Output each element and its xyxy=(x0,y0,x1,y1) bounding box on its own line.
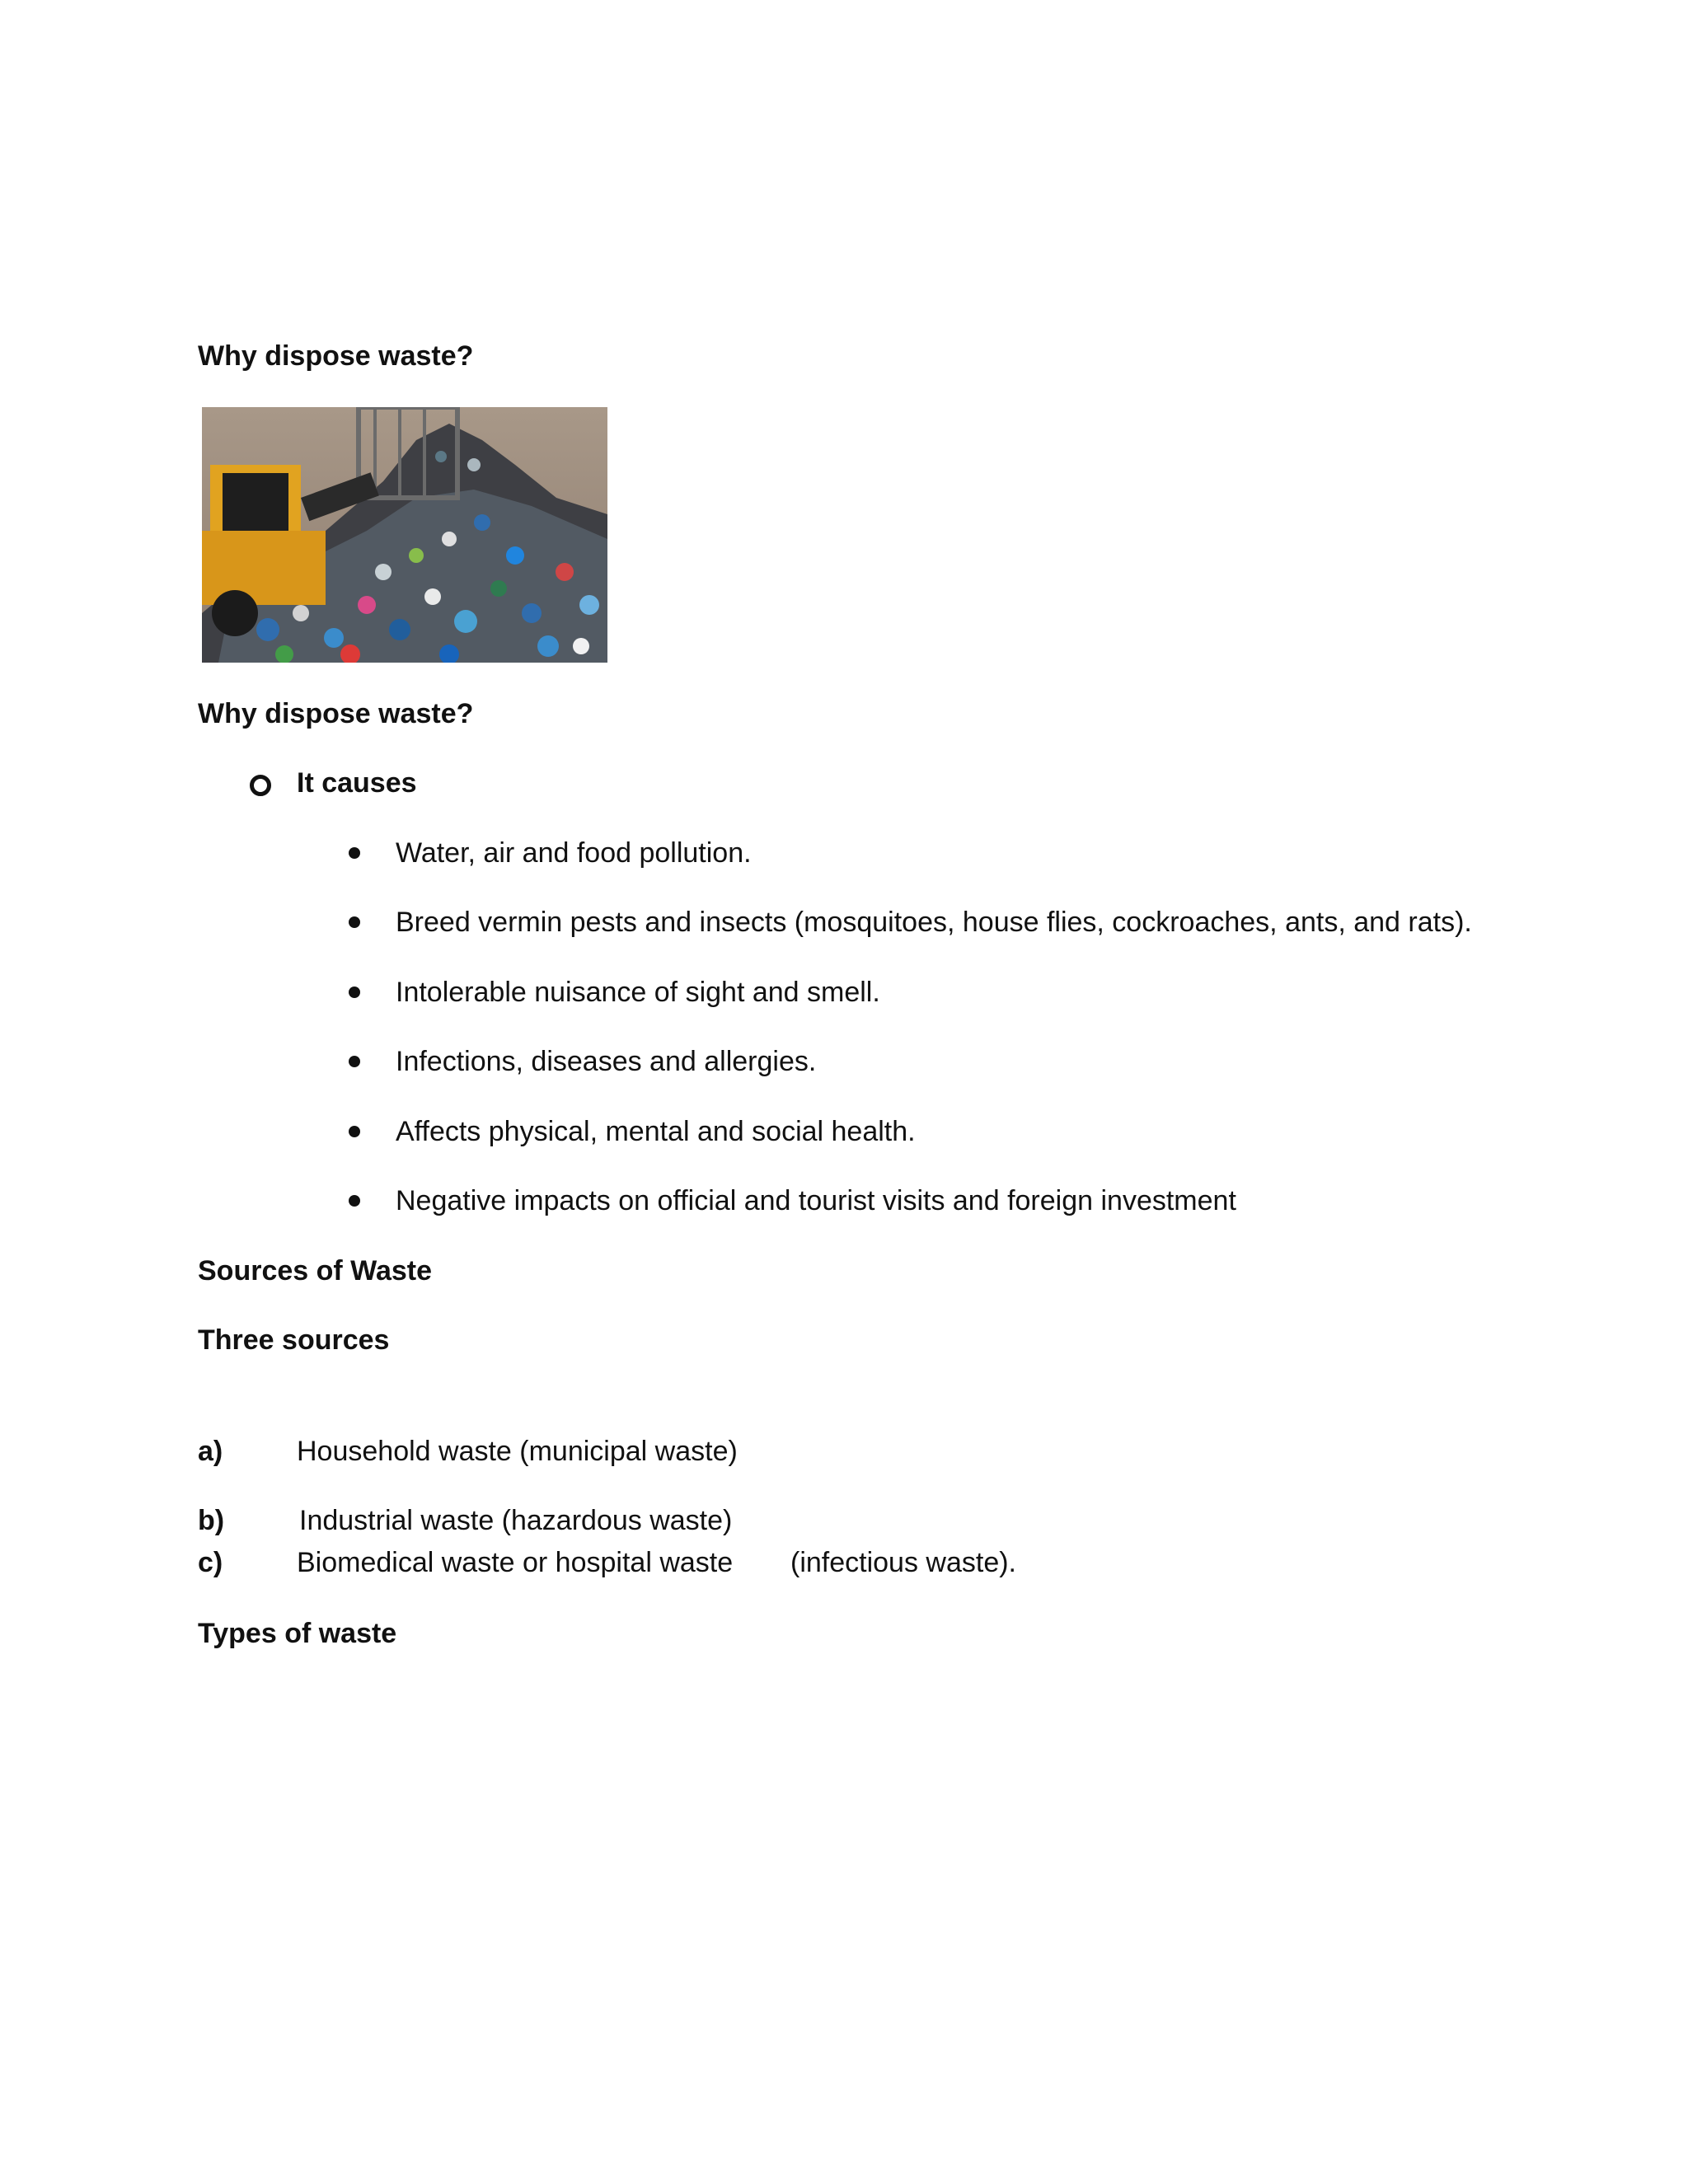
source-item-household: Household waste (municipal waste) xyxy=(297,1436,738,1467)
bullet-icon xyxy=(349,1056,360,1067)
sources-heading: Sources of Waste xyxy=(198,1255,433,1286)
hollow-circle-bullet-icon xyxy=(250,775,271,796)
bullet-icon xyxy=(349,1195,360,1207)
source-item-biomedical-note: (infectious waste). xyxy=(790,1547,1016,1578)
causes-label: It causes xyxy=(297,767,417,799)
section-heading-why-dispose: Why dispose waste? xyxy=(198,340,474,372)
cause-item: Infections, diseases and allergies. xyxy=(396,1046,817,1077)
garbage-landfill-photo xyxy=(202,407,607,663)
source-item-biomedical: Biomedical waste or hospital waste xyxy=(297,1547,734,1578)
bullet-icon xyxy=(349,916,360,928)
types-heading: Types of waste xyxy=(198,1618,397,1649)
cause-item: Breed vermin pests and insects (mosquitoes, house flies, cockroaches, ants, and rats). xyxy=(396,907,1472,938)
sources-subheading: Three sources xyxy=(198,1324,390,1356)
section-heading-why-dispose-2: Why dispose waste? xyxy=(198,698,474,729)
bullet-icon xyxy=(349,987,360,998)
bullet-icon xyxy=(349,1126,360,1137)
cause-item: Intolerable nuisance of sight and smell. xyxy=(396,977,880,1008)
source-item-industrial: Industrial waste (hazardous waste) xyxy=(299,1505,733,1536)
list-marker-b: b) xyxy=(198,1505,225,1536)
cause-item: Affects physical, mental and social health. xyxy=(396,1116,916,1147)
cause-item: Water, air and food pollution. xyxy=(396,837,752,869)
bullet-icon xyxy=(349,847,360,859)
cause-item: Negative impacts on official and tourist visits and foreign investment xyxy=(396,1185,1236,1216)
list-marker-a: a) xyxy=(198,1436,223,1467)
list-marker-c: c) xyxy=(198,1547,223,1578)
